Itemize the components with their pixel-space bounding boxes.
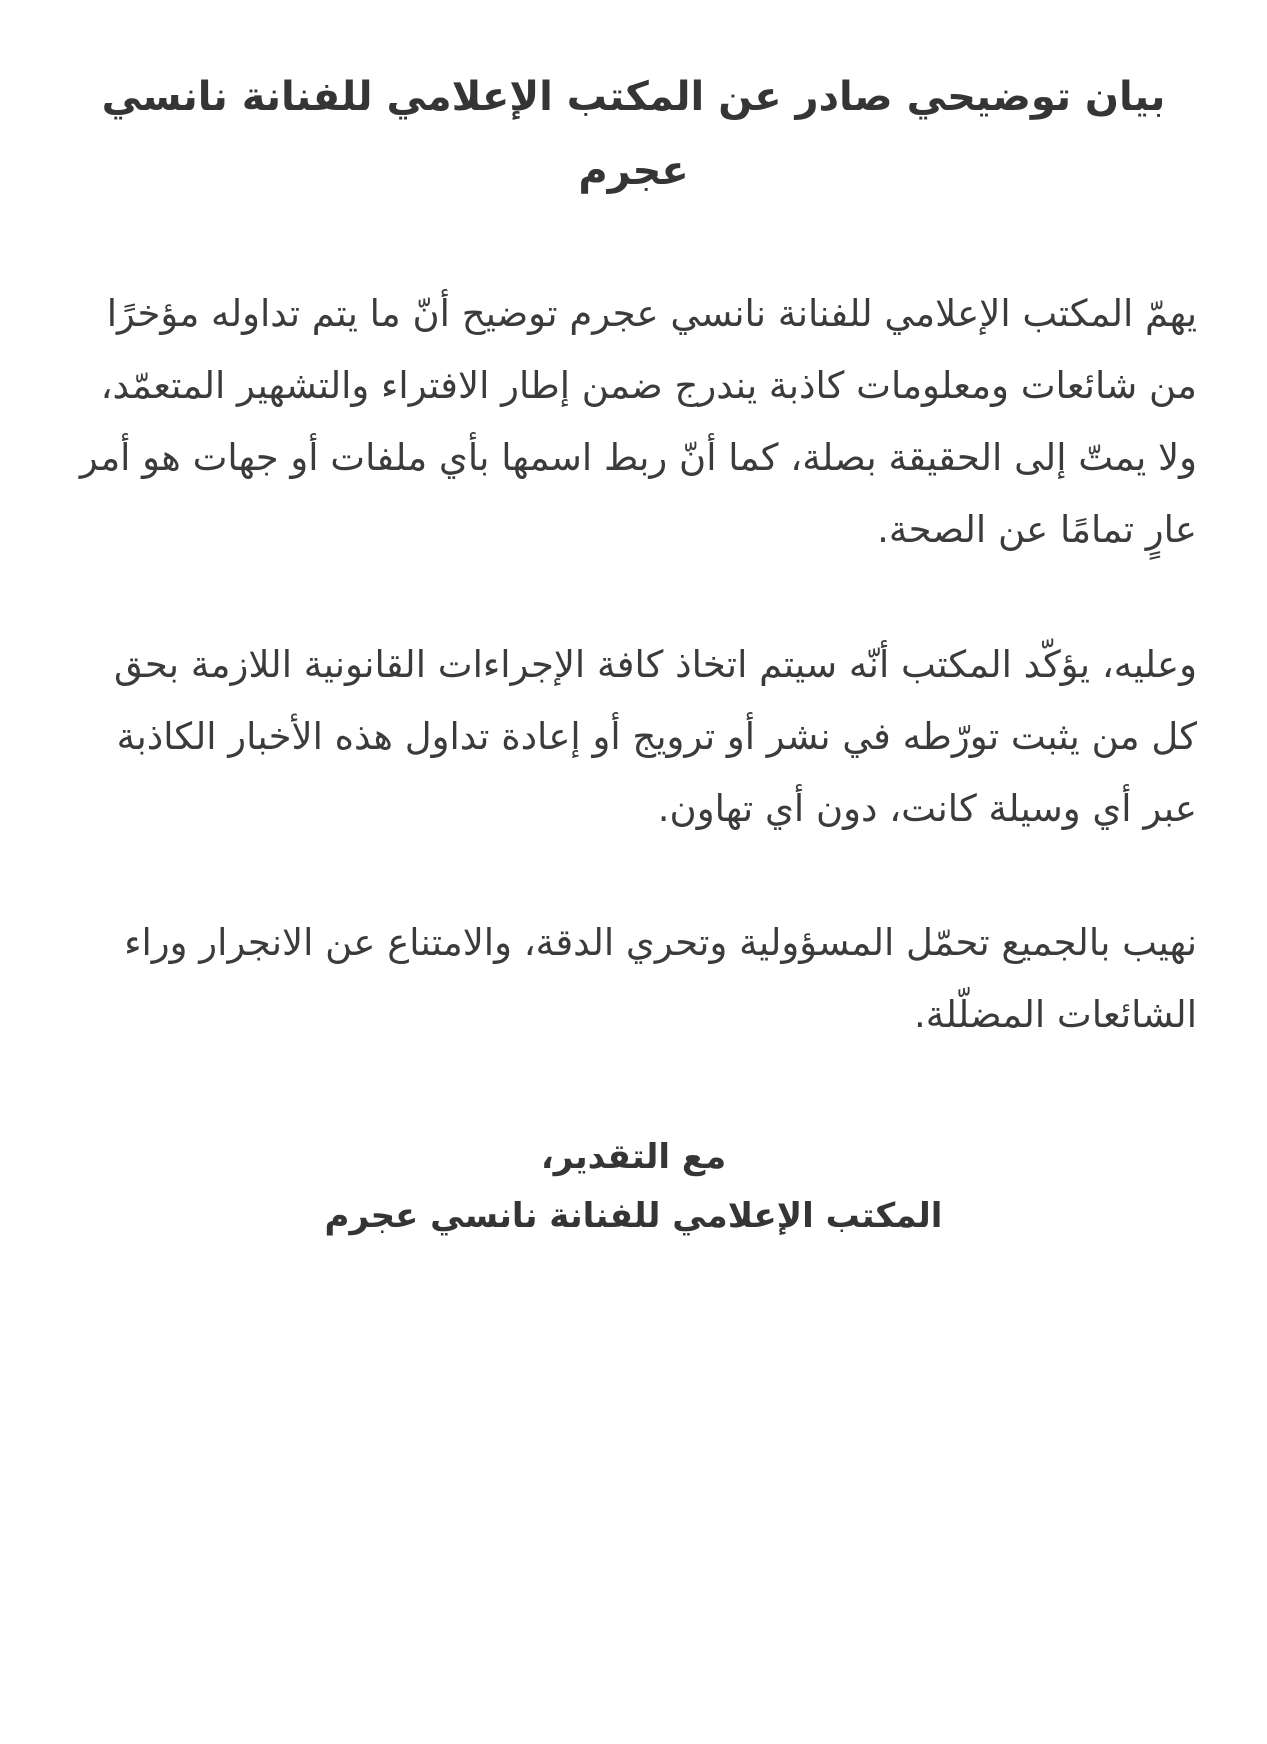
statement-paragraph-3: نهيب بالجميع تحمّل المسؤولية وتحري الدقة، والامتناع عن الانجرار وراء الشائعات المضلّلة. bbox=[124, 920, 1197, 1037]
signature-block bbox=[70, 1131, 1197, 1242]
statement-paragraph-2: وعليه، يؤكّد المكتب أنّه سيتم اتخاذ كافة الإجراءات القانونية اللازمة بحق كل من يثبت تورّطه في نشر أو ترويج أو إعادة تداول هذه الأخبار الكاذبة عبر أي وسيلة كانت، دون أي تهاون. bbox=[114, 642, 1197, 830]
signature-regards: مع التقدير، bbox=[540, 1137, 727, 1178]
page-title: بيان توضيحي صادر عن المكتب الإعلامي للفنانة نانسي عجرم bbox=[101, 74, 1166, 194]
statement-paragraph-1: يهمّ المكتب الإعلامي للفنانة نانسي عجرم توضيح أنّ ما يتم تداوله مؤخرًا من شائعات ومعلومات كاذبة يندرج ضمن إطار الافتراء والتشهير المتعمّد، ولا يمتّ إلى الحقيقة بصلة، كما أنّ ربط اسمها بأي ملفات أو جهات هو أمر عارٍ تمامًا عن الصحة. bbox=[79, 292, 1197, 552]
signature-office: المكتب الإعلامي للفنانة نانسي عجرم bbox=[324, 1195, 943, 1236]
